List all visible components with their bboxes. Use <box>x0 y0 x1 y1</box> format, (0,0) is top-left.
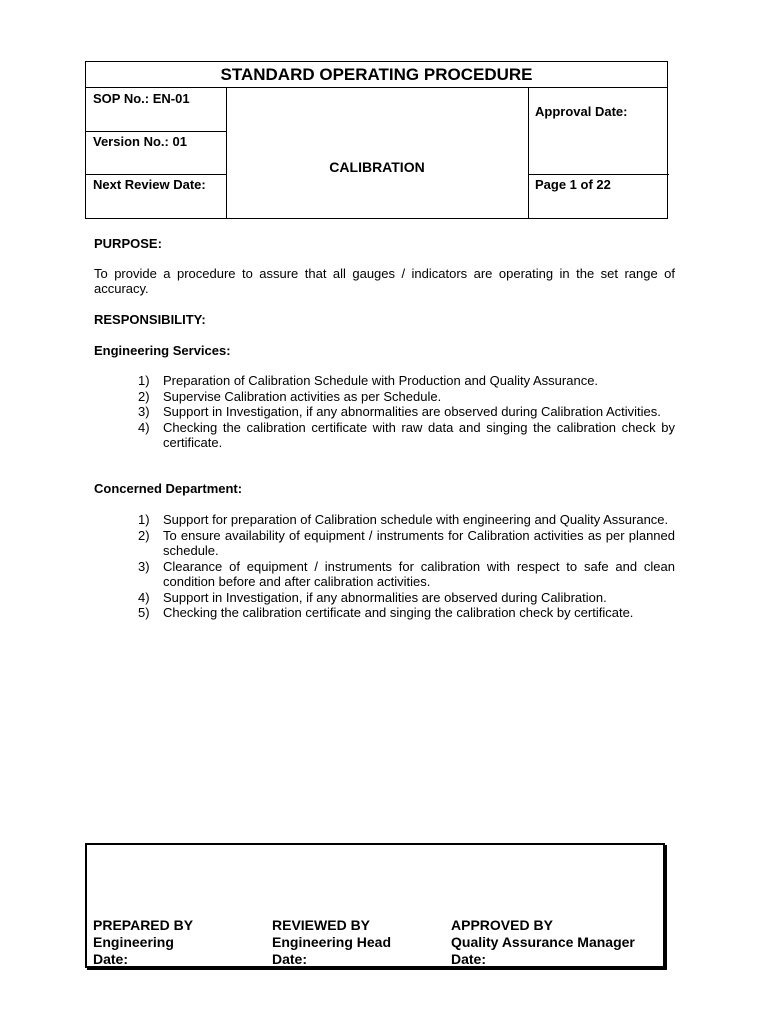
list-item: 5) Checking the calibration certificate and singing the calibration check by certificate. <box>138 605 634 620</box>
version-number: Version No.: 01 <box>93 134 187 149</box>
table-divider <box>86 131 226 132</box>
reviewed-by-label: REVIEWED BY <box>272 917 371 933</box>
prepared-by-block <box>93 917 193 968</box>
list-item: 2) Supervise Calibration activities as per Schedule. <box>138 388 442 404</box>
list-item: 1) Support for preparation of Calibration schedule with engineering and Quality Assurance. <box>138 512 669 527</box>
reviewed-by-block <box>272 917 391 968</box>
approved-by-block <box>451 917 635 968</box>
prepared-by-date: Date: <box>93 951 129 967</box>
sop-header-table <box>85 61 668 219</box>
list-item: 4) Checking the calibration certificate with raw data and singing the calibration check by certificate. <box>138 419 675 450</box>
approved-by-date: Date: <box>451 951 487 967</box>
list-item: 2) To ensure availability of equipment / instruments for Calibration activities as per planned schedule. <box>138 527 675 558</box>
page-number: Page 1 of 22 <box>535 177 611 192</box>
sop-subject: CALIBRATION <box>329 159 425 175</box>
list-item: 1) Preparation of Calibration Schedule with Production and Quality Assurance. <box>138 373 599 388</box>
document-title: STANDARD OPERATING PROCEDURE <box>86 62 667 88</box>
concerned-department-list <box>138 512 675 621</box>
reviewed-by-role: Engineering Head <box>272 934 392 950</box>
responsibility-heading: RESPONSIBILITY: <box>94 312 206 327</box>
sop-number: SOP No.: EN-01 <box>93 91 190 106</box>
concerned-department-heading: Concerned Department: <box>94 481 243 496</box>
prepared-by-label: PREPARED BY <box>93 917 194 933</box>
table-divider <box>86 174 226 175</box>
purpose-text: To provide a procedure to assure that all gauges / indicators are operating in the set range of accuracy. <box>94 266 675 296</box>
list-item: 3) Support in Investigation, if any abnormalities are observed during Calibration Activities. <box>138 404 661 419</box>
engineering-services-list <box>138 373 675 451</box>
approval-date: Approval Date: <box>535 104 628 119</box>
reviewed-by-date: Date: <box>272 951 308 967</box>
table-divider <box>528 88 529 218</box>
approved-by-label: APPROVED BY <box>451 917 553 933</box>
next-review-date: Next Review Date: <box>93 177 206 192</box>
prepared-by-role: Engineering <box>93 934 174 950</box>
table-divider <box>528 174 669 175</box>
approved-by-role: Quality Assurance Manager <box>451 934 635 950</box>
list-item: 4) Support in Investigation, if any abnormalities are observed during Calibration. <box>138 589 607 605</box>
engineering-services-heading: Engineering Services: <box>94 343 231 358</box>
signature-box <box>85 843 665 968</box>
purpose-heading: PURPOSE: <box>94 236 162 251</box>
list-item: 3) Clearance of equipment / instruments for calibration with respect to safe and clean condition before and after calibration activities. <box>138 558 675 589</box>
